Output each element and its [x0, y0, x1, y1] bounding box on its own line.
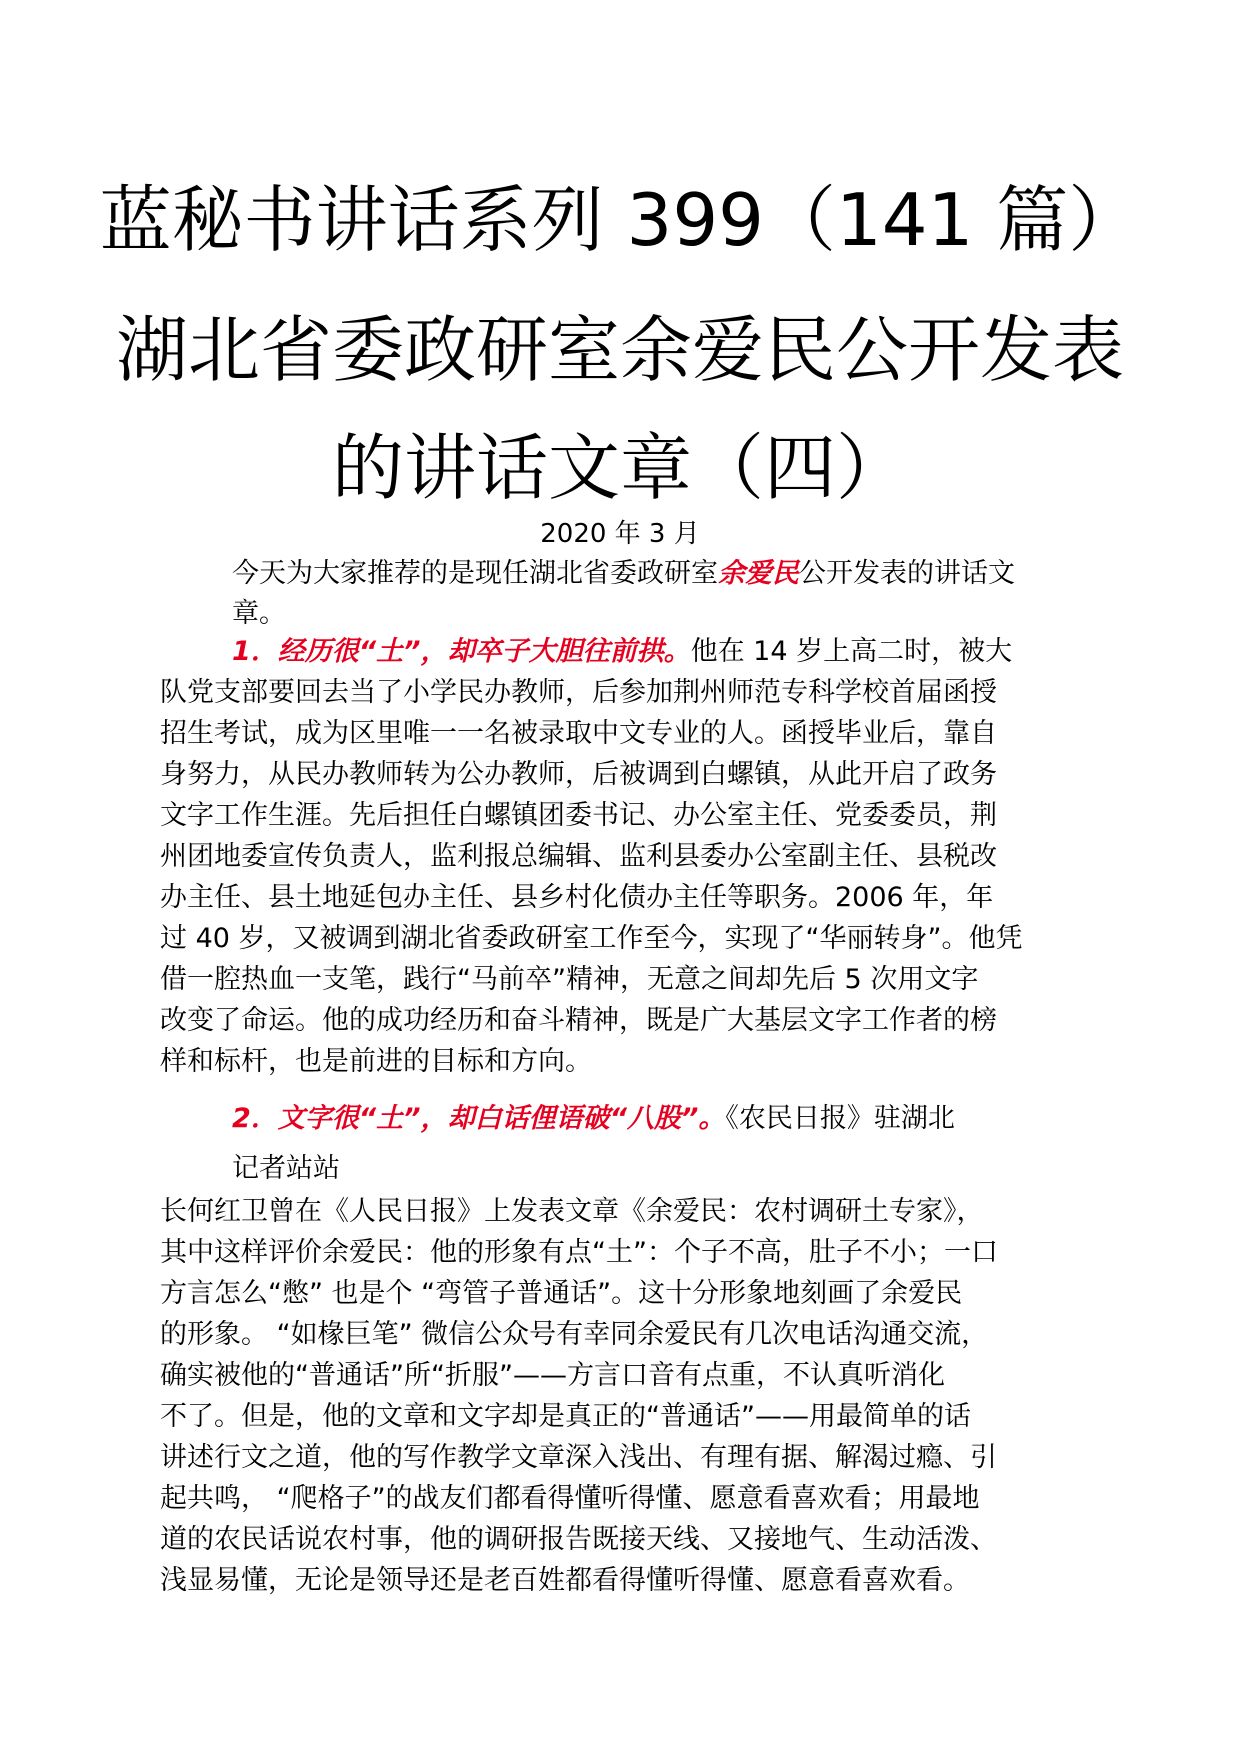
title-line-3: 的讲话文章（四） — [331, 426, 908, 510]
section2-line: 长何红卫曾在《人民日报》上发表文章《余爱民：农村调研土专家》， — [160, 1196, 984, 1227]
title-line-1: 蓝秘书讲话系列 399（141 篇） — [99, 178, 1141, 262]
section2-line: 记者站站 — [232, 1153, 340, 1184]
section2-text: 《农民日报》驻湖北 — [725, 1103, 955, 1134]
section1-first-line — [232, 634, 1012, 670]
section2-line: 起共鸣， “爬格子”的战友们都看得懂听得懂、愿意看喜欢看；用最地 — [160, 1483, 980, 1514]
section2-line: 其中这样评价余爱民：他的形象有点“土”：个子不高，肚子不小；一口 — [160, 1237, 998, 1268]
intro-highlight-name: 余爱民 — [718, 558, 799, 589]
intro-line-2: 章。 — [232, 598, 286, 629]
intro-text: 今天为大家推荐的是现任湖北省委政研室 — [232, 558, 718, 589]
section2-line: 浅显易懂，无论是领导还是老百姓都看得懂听得懂、愿意看喜欢看。 — [160, 1565, 970, 1596]
section1-line: 改变了命运。他的成功经历和奋斗精神，既是广大基层文字工作者的榜 — [160, 1005, 997, 1036]
section2-line: 的形象。 “如椽巨笔” 微信公众号有幸同余爱民有几次电话沟通交流， — [160, 1319, 989, 1350]
section2-line: 讲述行文之道，他的写作教学文章深入浅出、有理有据、解渴过瘾、引 — [160, 1442, 997, 1473]
section1-line: 招生考试，成为区里唯一一名被录取中文专业的人。函授毕业后，靠自 — [160, 718, 997, 749]
intro-text: 公开发表的讲话文 — [799, 558, 1015, 589]
section1-line: 文字工作生涯。先后担任白螺镇团委书记、办公室主任、党委委员，荆 — [160, 800, 997, 831]
section1-line: 办主任、县土地延包办主任、县乡村化债办主任等职务。2006 年，年 — [160, 882, 994, 913]
section2-heading: 2．文字很“土”，却白话俚语破“八股”。 — [232, 1103, 726, 1134]
section2-line: 确实被他的“普通话”所“折服”——方言口音有点重，不认真听消化 — [160, 1360, 945, 1391]
date: 2020 年 3 月 — [540, 519, 700, 549]
section1-line: 州团地委宣传负责人，监利报总编辑、监利县委办公室副主任、县税改 — [160, 841, 997, 872]
section1-line: 队党支部要回去当了小学民办教师，后参加荆州师范专科学校首届函授 — [160, 677, 997, 708]
section1-line: 借一腔热血一支笔，践行“马前卒”精神，无意之间却先后 5 次用文字 — [160, 964, 979, 995]
section1-heading: 1．经历很“土”，却卒子大胆往前拱。 — [232, 636, 691, 667]
section2-line: 不了。但是，他的文章和文字却是真正的“普通话”——用最简单的话 — [160, 1401, 971, 1432]
section1-line: 过 40 岁，又被调到湖北省委政研室工作至今，实现了“华丽转身”。他凭 — [160, 923, 1023, 954]
section2-first-line — [232, 1101, 955, 1137]
section1-line: 身努力，从民办教师转为公办教师，后被调到白螺镇，从此开启了政务 — [160, 759, 997, 790]
section1-text: 他在 14 岁上高二时，被大 — [690, 636, 1013, 667]
intro-line-1 — [232, 556, 1015, 592]
section1-line: 样和标杆，也是前进的目标和方向。 — [160, 1046, 592, 1077]
section2-line: 方言怎么“憋” 也是个 “弯管子普通话”。这十分形象地刻画了余爱民 — [160, 1278, 963, 1309]
title-line-2: 湖北省委政研室余爱民公开发表 — [115, 308, 1124, 392]
section2-line: 道的农民话说农村事，他的调研报告既接天线、又接地气、生动活泼、 — [160, 1524, 997, 1555]
